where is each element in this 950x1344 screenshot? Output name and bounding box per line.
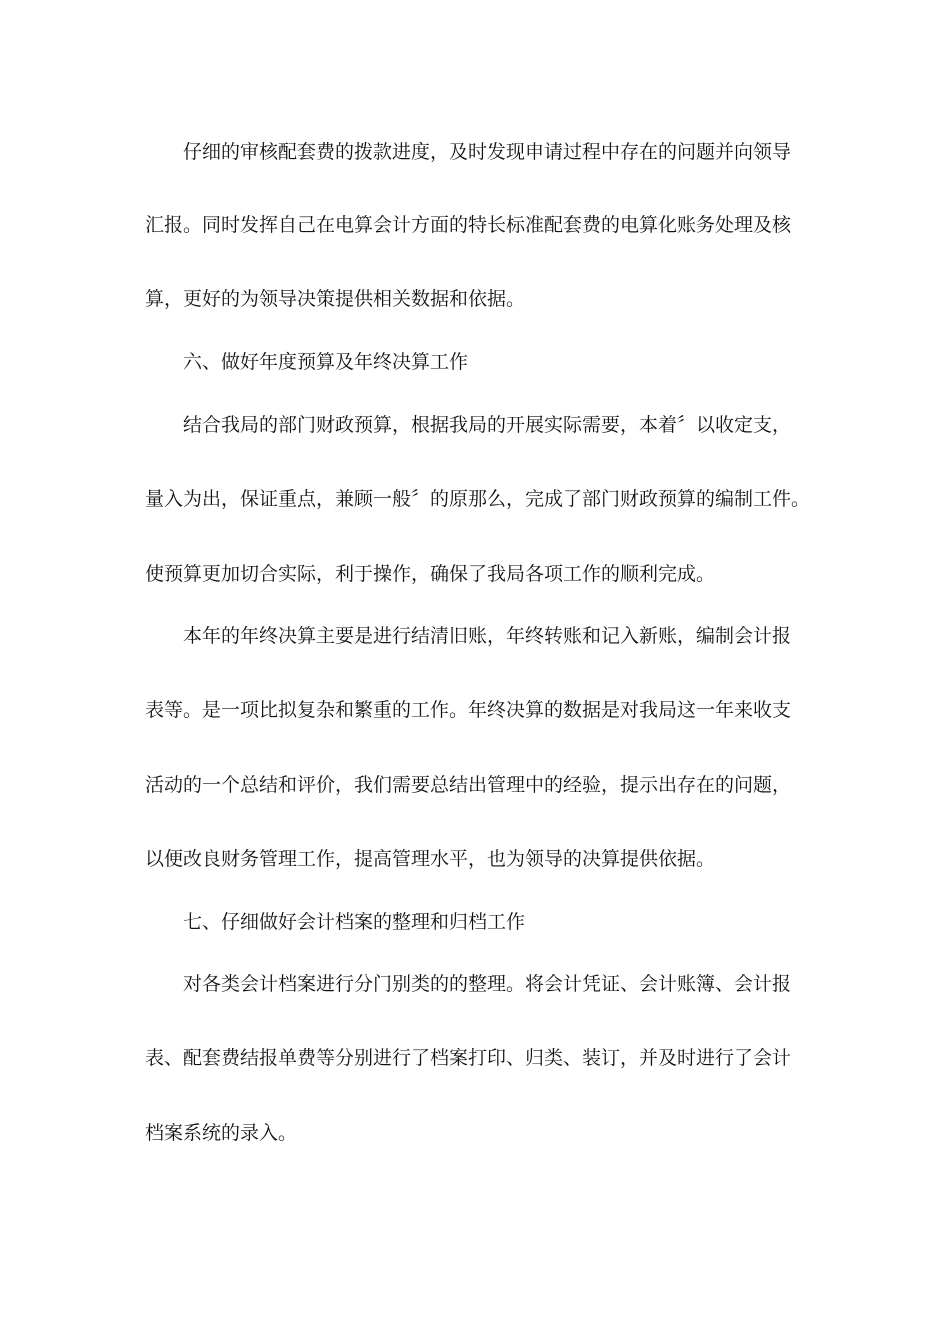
paragraph-line: 汇报。同时发挥自己在电算会计方面的特长标准配套费的电算化账务处理及核 xyxy=(145,214,792,236)
paragraph-line: 结合我局的部门财政预算，根据我局的开展实际需要，本着〞以收定支， xyxy=(183,414,792,436)
paragraph-line: 使预算更加切合实际，利于操作，确保了我局各项工作的顺利完成。 xyxy=(145,563,716,585)
paragraph-line: 档案系统的录入。 xyxy=(145,1122,298,1144)
paragraph-line: 表等。是一项比拟复杂和繁重的工作。年终决算的数据是对我局这一年来收支 xyxy=(145,699,792,721)
paragraph-line: 算，更好的为领导决策提供相关数据和依据。 xyxy=(145,288,526,310)
section-heading: 六、做好年度预算及年终决算工作 xyxy=(183,351,469,373)
paragraph-line: 量入为出，保证重点，兼顾一般〞的原那么，完成了部门财政预算的编制工件。 xyxy=(145,488,811,510)
paragraph-line: 表、配套费结报单费等分别进行了档案打印、归类、装订，并及时进行了会计 xyxy=(145,1047,792,1069)
paragraph-line: 以便改良财务管理工作，提高管理水平，也为领导的决算提供依据。 xyxy=(145,848,716,870)
paragraph-line: 本年的年终决算主要是进行结清旧账，年终转账和记入新账，编制会计报 xyxy=(183,625,792,647)
paragraph-line: 仔细的审核配套费的拨款进度，及时发现申请过程中存在的问题并向领导 xyxy=(183,141,792,163)
paragraph-line: 对各类会计档案进行分门别类的的整理。将会计凭证、会计账簿、会计报 xyxy=(183,973,792,995)
section-heading: 七、仔细做好会计档案的整理和归档工作 xyxy=(183,911,526,933)
paragraph-line: 活动的一个总结和评价，我们需要总结出管理中的经验，提示出存在的问题， xyxy=(145,774,792,796)
